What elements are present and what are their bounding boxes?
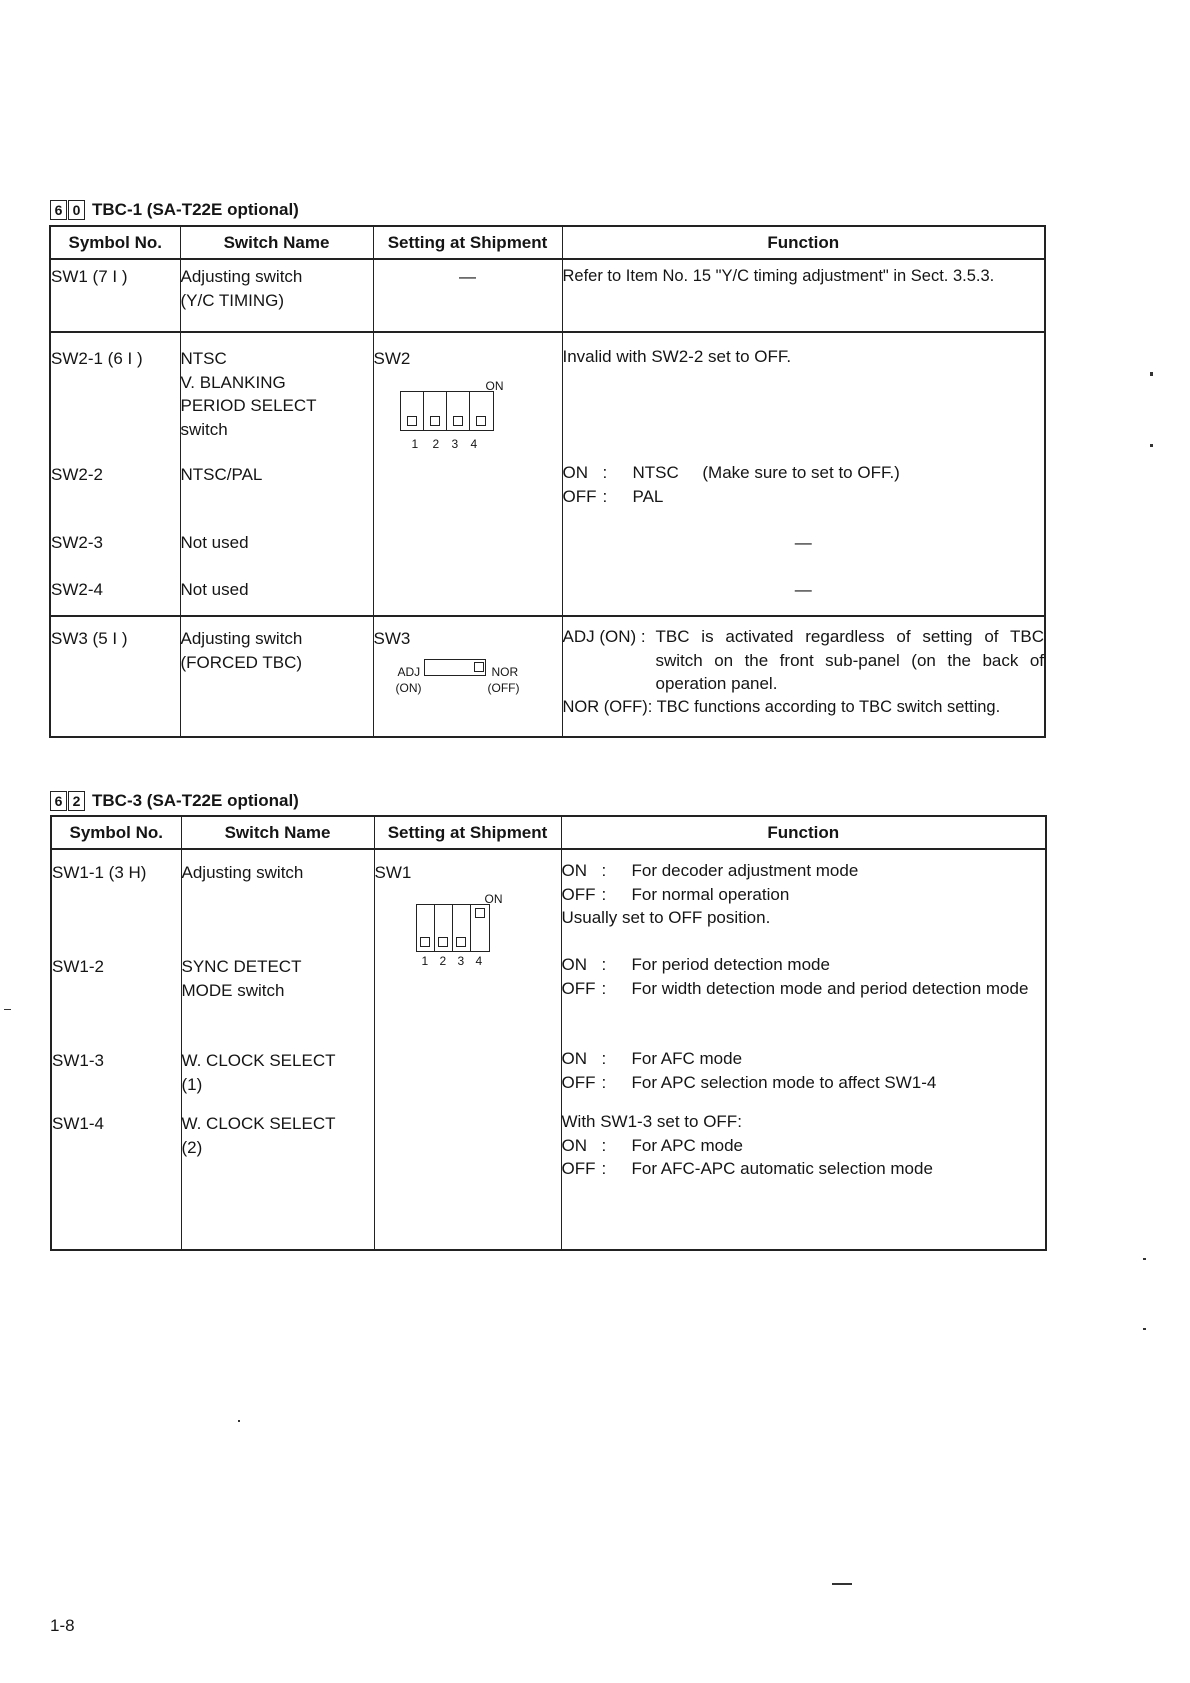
function-dash: — xyxy=(794,580,812,599)
switch-name: (FORCED TBC) xyxy=(180,652,303,672)
section-title-tbc1 xyxy=(50,198,299,222)
section-title-tbc3 xyxy=(50,789,299,813)
speck xyxy=(1143,1328,1146,1330)
dip-number: 2 xyxy=(432,437,440,451)
symbol-no: SW3 (5 I ) xyxy=(51,629,128,648)
table-row-group-sw1 xyxy=(51,849,1046,1250)
dip-number: 1 xyxy=(411,437,419,451)
speck xyxy=(832,1583,852,1585)
slide-adj-label: ADJ xyxy=(397,665,421,679)
section-number-box: 6 xyxy=(50,791,67,811)
slide-nor-label: NOR xyxy=(491,665,519,679)
slide-off-label: (OFF) xyxy=(487,681,520,695)
section-title-text: TBC-3 (SA-T22E optional) xyxy=(92,791,299,811)
sw2-dip-switch-setting xyxy=(374,333,562,615)
dip-switch-body xyxy=(416,904,490,952)
setting-label: SW3 xyxy=(373,629,411,648)
switch-name: NTSC/PAL xyxy=(180,465,263,484)
speck xyxy=(1150,444,1153,447)
switch-name: (2) xyxy=(181,1137,203,1157)
switch-name: Not used xyxy=(180,580,249,599)
switch-name: (Y/C TIMING) xyxy=(180,290,285,310)
header-setting: Setting at Shipment xyxy=(373,226,562,259)
speck xyxy=(4,1009,11,1010)
table-row xyxy=(50,616,1045,737)
switch-name: switch xyxy=(180,419,228,439)
switch-name: W. CLOCK SELECT xyxy=(181,1114,336,1133)
dip-knob-off xyxy=(430,416,440,426)
function-nor-line: NOR (OFF): TBC functions according to TBC switch setting. xyxy=(562,697,1001,716)
switch-name: Adjusting switch xyxy=(180,267,303,286)
section-title-text: TBC-1 (SA-T22E optional) xyxy=(92,200,299,220)
dip-knob-off xyxy=(456,937,466,947)
dip-number: 4 xyxy=(475,954,483,968)
page-number: 1-8 xyxy=(50,1616,75,1635)
tbc3-switch-table xyxy=(50,815,1047,1251)
switch-name: Not used xyxy=(180,533,249,552)
sw1-dip-switch-setting xyxy=(375,850,561,1249)
dip-knob-off xyxy=(476,416,486,426)
function-text: Invalid with SW2-2 set to OFF. xyxy=(562,347,792,366)
dip-number: 2 xyxy=(439,954,447,968)
function-adj-line: ADJ (ON) : TBC is activated regardless of setting of TBC switch on the front sub-panel (on the back of operation panel. xyxy=(562,627,1044,693)
symbol-no: SW2-4 xyxy=(51,580,103,599)
dip-number: 1 xyxy=(421,954,429,968)
function-off-line: OFF : For width detection mode and period detection mode xyxy=(561,978,1029,998)
switch-name: W. CLOCK SELECT xyxy=(181,1051,336,1070)
slide-knob xyxy=(474,662,484,672)
symbol-no: SW2-1 (6 I ) xyxy=(51,349,143,368)
header-function: Function xyxy=(562,226,1045,259)
switch-name: (1) xyxy=(181,1074,203,1094)
dip-knob-off xyxy=(420,937,430,947)
header-symbol-no: Symbol No. xyxy=(51,816,181,849)
dip-knob-off xyxy=(407,416,417,426)
symbol-no: SW1 (7 I ) xyxy=(51,267,128,286)
symbol-no: SW1-4 xyxy=(52,1114,104,1133)
symbol-no: SW1-2 xyxy=(52,957,104,976)
table-row xyxy=(50,259,1045,332)
setting-dash: — xyxy=(459,267,476,286)
dip-on-label: ON xyxy=(484,892,503,906)
section-number-box: 0 xyxy=(68,200,85,220)
header-symbol-no: Symbol No. xyxy=(50,226,180,259)
setting-label: SW2 xyxy=(373,349,411,368)
function-dash: — xyxy=(794,533,812,552)
dip-on-label: ON xyxy=(485,379,504,393)
function-note: With SW1-3 set to OFF: xyxy=(561,1112,742,1131)
function-on-line: ON : For APC mode xyxy=(561,1135,743,1155)
table-header-row xyxy=(50,226,1045,259)
header-function: Function xyxy=(561,816,1046,849)
slide-switch-body xyxy=(424,659,486,676)
dip-knob-off xyxy=(438,937,448,947)
function-off-line: OFF : For normal operation xyxy=(561,884,790,904)
dip-switch-body xyxy=(400,391,494,431)
switch-name: MODE switch xyxy=(181,980,285,1000)
section-number-box: 2 xyxy=(68,791,85,811)
tbc1-switch-table xyxy=(49,225,1046,738)
function-text: Refer to Item No. 15 "Y/C timing adjustment" in Sect. 3.5.3. xyxy=(562,267,995,285)
dip-number: 3 xyxy=(451,437,459,451)
speck xyxy=(1143,1258,1146,1260)
function-on-line: ON : For AFC mode xyxy=(561,1049,743,1068)
symbol-no: SW1-1 (3 H) xyxy=(52,863,147,882)
table-header-row xyxy=(51,816,1046,849)
function-off-line: OFF : For AFC-APC automatic selection mode xyxy=(561,1159,933,1178)
function-on-line: ON : For period detection mode xyxy=(561,955,830,974)
dip-knob-on xyxy=(475,908,485,918)
setting-label: SW1 xyxy=(374,863,412,882)
section-number-box: 6 xyxy=(50,200,67,220)
function-off-line: OFF : For APC selection mode to affect SW1-4 xyxy=(561,1072,937,1092)
symbol-no: SW1-3 xyxy=(52,1051,104,1070)
header-switch-name: Switch Name xyxy=(181,816,374,849)
header-setting: Setting at Shipment xyxy=(374,816,561,849)
switch-name: NTSC xyxy=(180,349,227,368)
function-off-line: OFF : PAL xyxy=(562,486,664,506)
switch-name: Adjusting switch xyxy=(180,629,303,648)
switch-name: V. BLANKING xyxy=(180,372,286,392)
switch-name: SYNC DETECT xyxy=(181,957,302,976)
speck xyxy=(238,1420,240,1422)
function-on-line: ON : For decoder adjustment mode xyxy=(561,861,859,880)
dip-number: 4 xyxy=(470,437,478,451)
switch-name: Adjusting switch xyxy=(181,863,304,882)
symbol-no: SW2-2 xyxy=(51,465,103,484)
header-switch-name: Switch Name xyxy=(180,226,373,259)
speck xyxy=(1150,372,1153,376)
function-note: Usually set to OFF position. xyxy=(561,908,771,927)
table-row-group-sw2 xyxy=(50,332,1045,616)
switch-name: PERIOD SELECT xyxy=(180,396,317,415)
slide-on-label: (ON) xyxy=(395,681,422,695)
dip-knob-off xyxy=(453,416,463,426)
function-on-line: ON : NTSC (Make sure to set to OFF.) xyxy=(562,463,900,482)
sw3-slide-switch-setting xyxy=(374,617,562,736)
dip-number: 3 xyxy=(457,954,465,968)
symbol-no: SW2-3 xyxy=(51,533,103,552)
